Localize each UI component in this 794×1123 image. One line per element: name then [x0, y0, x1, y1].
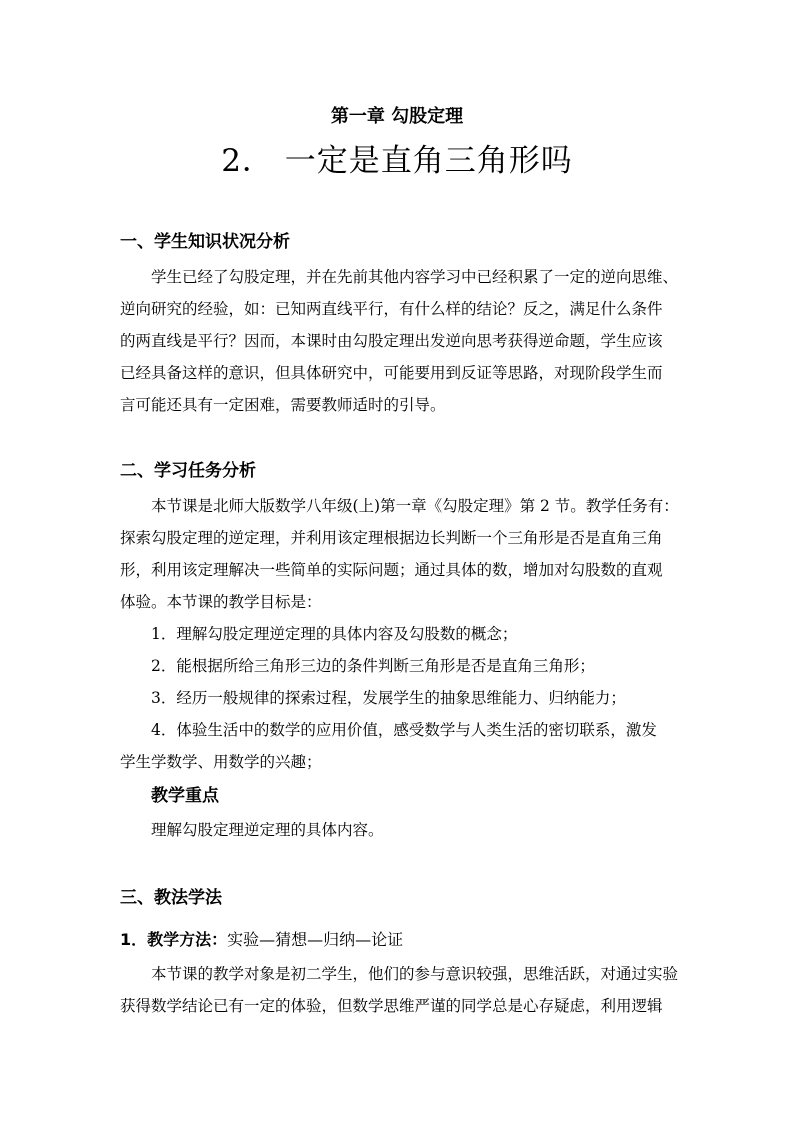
paragraph-line: 言可能还具有一定困难，需要教师适时的引导。: [120, 396, 446, 414]
section2-paragraph: [120, 490, 678, 618]
section1-heading: 一、学生知识状况分析: [120, 232, 290, 252]
goal-item-4-continued: [120, 746, 678, 778]
goal-item-2: 2．能根据所给三角形三边的条件判断三角形是否是直角三角形；: [151, 657, 595, 675]
paragraph-line: 的两直线是平行？因而，本课时由勾股定理出发逆向思考获得逆命题，学生应该: [120, 332, 663, 350]
paragraph-line: 逆向研究的经验，如：已知两直线平行，有什么样的结论？反之，满足什么条件: [120, 300, 663, 318]
teaching-method-label: 1．教学方法：: [120, 930, 228, 949]
paragraph-line: 探索勾股定理的逆定理，并利用该定理根据边长判断一个三角形是否是直角三角: [120, 529, 663, 547]
paragraph-line: 本节课的教学对象是初二学生，他们的参与意识较强，思维活跃，对通过实验: [151, 965, 679, 983]
section3-paragraph: [120, 958, 678, 1022]
goal-item-3: 3．经历一般规律的探索过程，发展学生的抽象思维能力、归纳能力；: [151, 689, 626, 707]
goal-item-4: 4．体验生活中的数学的应用价值，感受数学与人类生活的密切联系，激发: [151, 721, 657, 739]
paragraph-line: 本节课是北师大版数学八年级(上)第一章《勾股定理》第 2 节。教学任务有：: [151, 497, 679, 515]
paragraph-line: 形，利用该定理解决一些简单的实际问题；通过具体的数，增加对勾股数的直观: [120, 561, 663, 579]
teaching-method: [120, 927, 403, 953]
section1-paragraph: [120, 261, 678, 421]
teaching-method-value: 实验—猜想—归纳—论证: [227, 930, 404, 949]
paragraph-line: 已经具备这样的意识，但具体研究中，可能要用到反证等思路，对现阶段学生而: [120, 364, 663, 382]
lesson-title: 2． 一定是直角三角形吗: [221, 143, 573, 179]
section3-heading: 三、教法学法: [120, 888, 222, 908]
paragraph-line: 获得数学结论已有一定的体验，但数学思维严谨的同学总是心存疑虑，利用逻辑: [120, 997, 663, 1015]
goal-item-1: 1．理解勾股定理逆定理的具体内容及勾股数的概念；: [151, 625, 518, 643]
chapter-heading: 第一章 勾股定理: [330, 106, 464, 127]
paragraph-line: 学生学数学、用数学的兴趣；: [120, 753, 322, 771]
key-point-heading: 教学重点: [151, 786, 219, 806]
section2-heading: 二、学习任务分析: [120, 461, 256, 481]
paragraph-line: 学生已经了勾股定理，并在先前其他内容学习中已经积累了一定的逆向思维、: [151, 268, 679, 286]
key-point-text: 理解勾股定理逆定理的具体内容。: [151, 821, 384, 839]
paragraph-line: 体验。本节课的教学目标是：: [120, 593, 322, 611]
